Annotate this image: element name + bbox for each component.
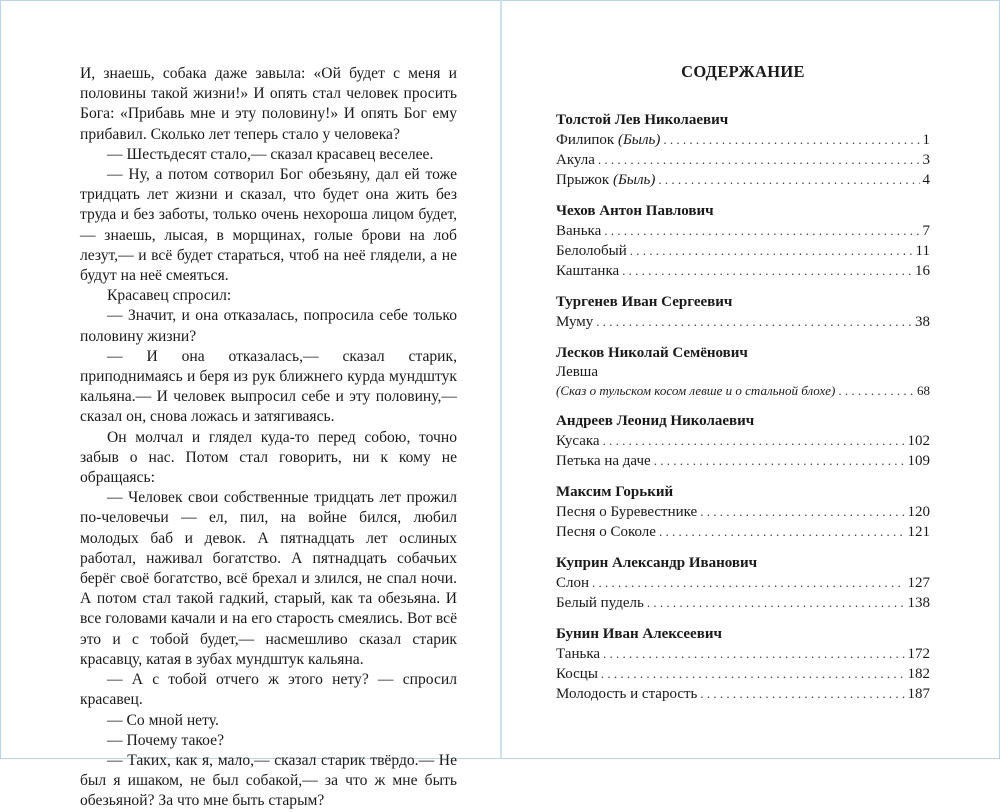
toc-page-number: 109 — [907, 453, 930, 469]
paragraph: — Человек свои собственные тридцать лет прожил по-человечьи — ел, пил, на войне бился, любил молодых баб и девок. А пятнадцать лет ослиных работал, наживал богатство. А пятнадцать собачьих берёг своё богатство, всё брехал и злился, не спал ночи. А потом стал такой гадкий, старый, как та обезьяна. И все головами качали и на его старость смеялись. Вот всё это и с тобой будет,— насмешливо сказал старик красавцу, катая в зубах мундштук кальяна. — [80, 489, 457, 668]
paragraph: Красавец спросил: — [107, 287, 232, 305]
book-gutter — [500, 0, 502, 759]
toc-entry-title: Слон — [556, 575, 590, 591]
toc-entry — [556, 261, 930, 281]
toc-entry — [556, 593, 930, 613]
toc-entry-title: Левша — [556, 364, 599, 380]
dot-leader — [659, 522, 905, 541]
toc-author: Бунин Иван Алексеевич — [556, 626, 722, 642]
toc-author-group — [556, 482, 930, 542]
toc-page-number: 120 — [907, 504, 930, 520]
toc-entry — [556, 644, 930, 664]
toc-author-group — [556, 553, 930, 613]
toc-page-number: 127 — [907, 575, 930, 591]
toc-author-group — [556, 292, 930, 332]
toc-entry — [556, 130, 930, 150]
paragraph: — Почему такое? — [107, 731, 225, 749]
toc-entry-title: Белолобый — [556, 243, 627, 259]
toc-entry — [556, 382, 930, 400]
dot-leader — [700, 502, 904, 521]
dot-leader — [658, 170, 919, 189]
dot-leader — [622, 261, 912, 280]
toc-entry-title: Песня о Соколе — [556, 524, 656, 540]
toc-author: Максим Горький — [556, 484, 674, 500]
toc-entry-title: Белый пудель — [556, 595, 644, 611]
toc-entry-title: Косцы — [556, 666, 598, 682]
paragraph: — А с тобой отчего ж этого нету? — спросил красавец. — [80, 671, 457, 709]
dot-leader — [700, 684, 904, 703]
toc-entry-subtitle: (Быль) — [612, 172, 656, 188]
toc-entry-title: Прыжок (Быль) — [556, 172, 656, 188]
dot-leader — [604, 221, 919, 240]
toc-author: Лесков Николай Семёнович — [556, 345, 748, 361]
toc-entry — [556, 170, 930, 190]
toc-entry-title: Молодость и старость — [556, 686, 698, 702]
toc-author: Андреев Леонид Николаевич — [556, 413, 755, 429]
toc-entry — [556, 221, 930, 241]
toc-entry-title: Муму — [556, 314, 594, 330]
paragraph: И, знаешь, собака даже завыла: «Ой будет с меня и половины такой жизни!» И опять стал человек просить Бога: «Прибавь мне и эту половину!» И опять Бог ему прибавил. Сколько лет теперь стало у человека? — [80, 65, 457, 143]
dot-leader — [603, 431, 905, 450]
toc-page-number: 3 — [922, 152, 930, 168]
toc-page-number: 16 — [915, 263, 930, 279]
paragraph: — Ну, а потом сотворил Бог обезьяну, дал ей тоже тридцать лет жизни и сказал, что будет она жить без труда и без заботы, только очень нехороша лицом будет,— знаешь, лысая, в морщинах, голые брови на лоб лезут,— и всё будет стараться, чтоб на неё глядели, а не будут на неё смеяться. — [80, 166, 457, 285]
toc-page-number: 187 — [907, 686, 930, 702]
dot-leader — [598, 150, 920, 169]
table-of-contents — [556, 62, 930, 715]
toc-page-number: 1 — [922, 132, 930, 148]
dot-leader — [603, 644, 904, 663]
toc-entry-title: Акула — [556, 152, 595, 168]
toc-page-number: 121 — [907, 524, 930, 540]
toc-page-number: 102 — [907, 433, 930, 449]
toc-entry-title: Каштанка — [556, 263, 620, 279]
toc-author-group — [556, 110, 930, 190]
toc-entry-title: Кусака — [556, 433, 600, 449]
toc-page-number: 38 — [915, 314, 930, 330]
toc-entry — [556, 431, 930, 451]
toc-author: Толстой Лев Николаевич — [556, 112, 729, 128]
toc-entry — [556, 684, 930, 704]
paragraph: Он молчал и глядел куда-то перед собою, точно забыв о нас. Потом стал говорить, ни к кому не обращаясь: — [80, 428, 457, 487]
toc-author: Куприн Александр Иванович — [556, 555, 758, 571]
toc-entry-subtitle: (Быль) — [617, 132, 661, 148]
toc-entry-title: Ванька — [556, 223, 602, 239]
dot-leader — [647, 593, 905, 612]
toc-entry — [556, 451, 930, 471]
toc-author: Тургенев Иван Сергеевич — [556, 294, 733, 310]
toc-entry — [556, 150, 930, 170]
dot-leader — [630, 241, 913, 260]
toc-page-number: 182 — [907, 666, 930, 682]
dot-leader — [654, 451, 905, 470]
toc-page-number: 11 — [915, 243, 930, 259]
toc-author-group — [556, 201, 930, 281]
toc-title: СОДЕРЖАНИЕ — [681, 62, 805, 81]
toc-author: Чехов Антон Павлович — [556, 203, 714, 219]
paragraph: — Шестьдесят стало,— сказал красавец веселее. — [107, 145, 434, 163]
toc-entry — [556, 573, 930, 593]
dot-leader — [663, 130, 919, 149]
toc-page-number: 138 — [907, 595, 930, 611]
toc-groups — [556, 110, 930, 704]
paragraph: — Значит, и она отказалась, попросила себе только половину жизни? — [80, 307, 457, 345]
toc-entry-title: Танька — [556, 646, 601, 662]
paragraph: — И она отказалась,— сказал старик, приподнимаясь и беря из рук ближнего курда мундштук кальяна.— И человек выпросил себе и эту половину,— сказал он, снова ложась и затягиваясь. — [80, 347, 457, 426]
paragraph: — Со мной нету. — [107, 711, 219, 729]
toc-page-number: 172 — [907, 646, 930, 662]
paragraph: — Таких, как я, мало,— сказал старик твёрдо.— Не был я ишаком, не был собакой,— за что ж мне быть обезьяной? За что мне быть старым? — [80, 751, 457, 810]
dot-leader — [838, 382, 914, 400]
toc-entry — [556, 241, 930, 261]
toc-author-group — [556, 411, 930, 471]
dot-leader — [601, 664, 905, 683]
toc-page-number: 4 — [922, 172, 930, 188]
dot-leader — [596, 312, 912, 331]
left-page — [80, 64, 457, 812]
toc-entry — [556, 312, 930, 332]
toc-entry — [556, 664, 930, 684]
dot-leader — [592, 573, 904, 592]
toc-entry — [556, 502, 930, 522]
toc-entry-title: Филипок (Быль) — [556, 132, 661, 148]
toc-page-number: 68 — [917, 383, 930, 398]
toc-author-group — [556, 624, 930, 704]
toc-entry — [556, 522, 930, 542]
toc-entry-title: (Сказ о тульском косом левше и о стальной блохе) — [556, 383, 836, 398]
toc-entry-title: Песня о Буревестнике — [556, 504, 698, 520]
toc-author-group — [556, 343, 930, 400]
toc-entry-title: Петька на даче — [556, 453, 651, 469]
toc-page-number: 7 — [922, 223, 930, 239]
